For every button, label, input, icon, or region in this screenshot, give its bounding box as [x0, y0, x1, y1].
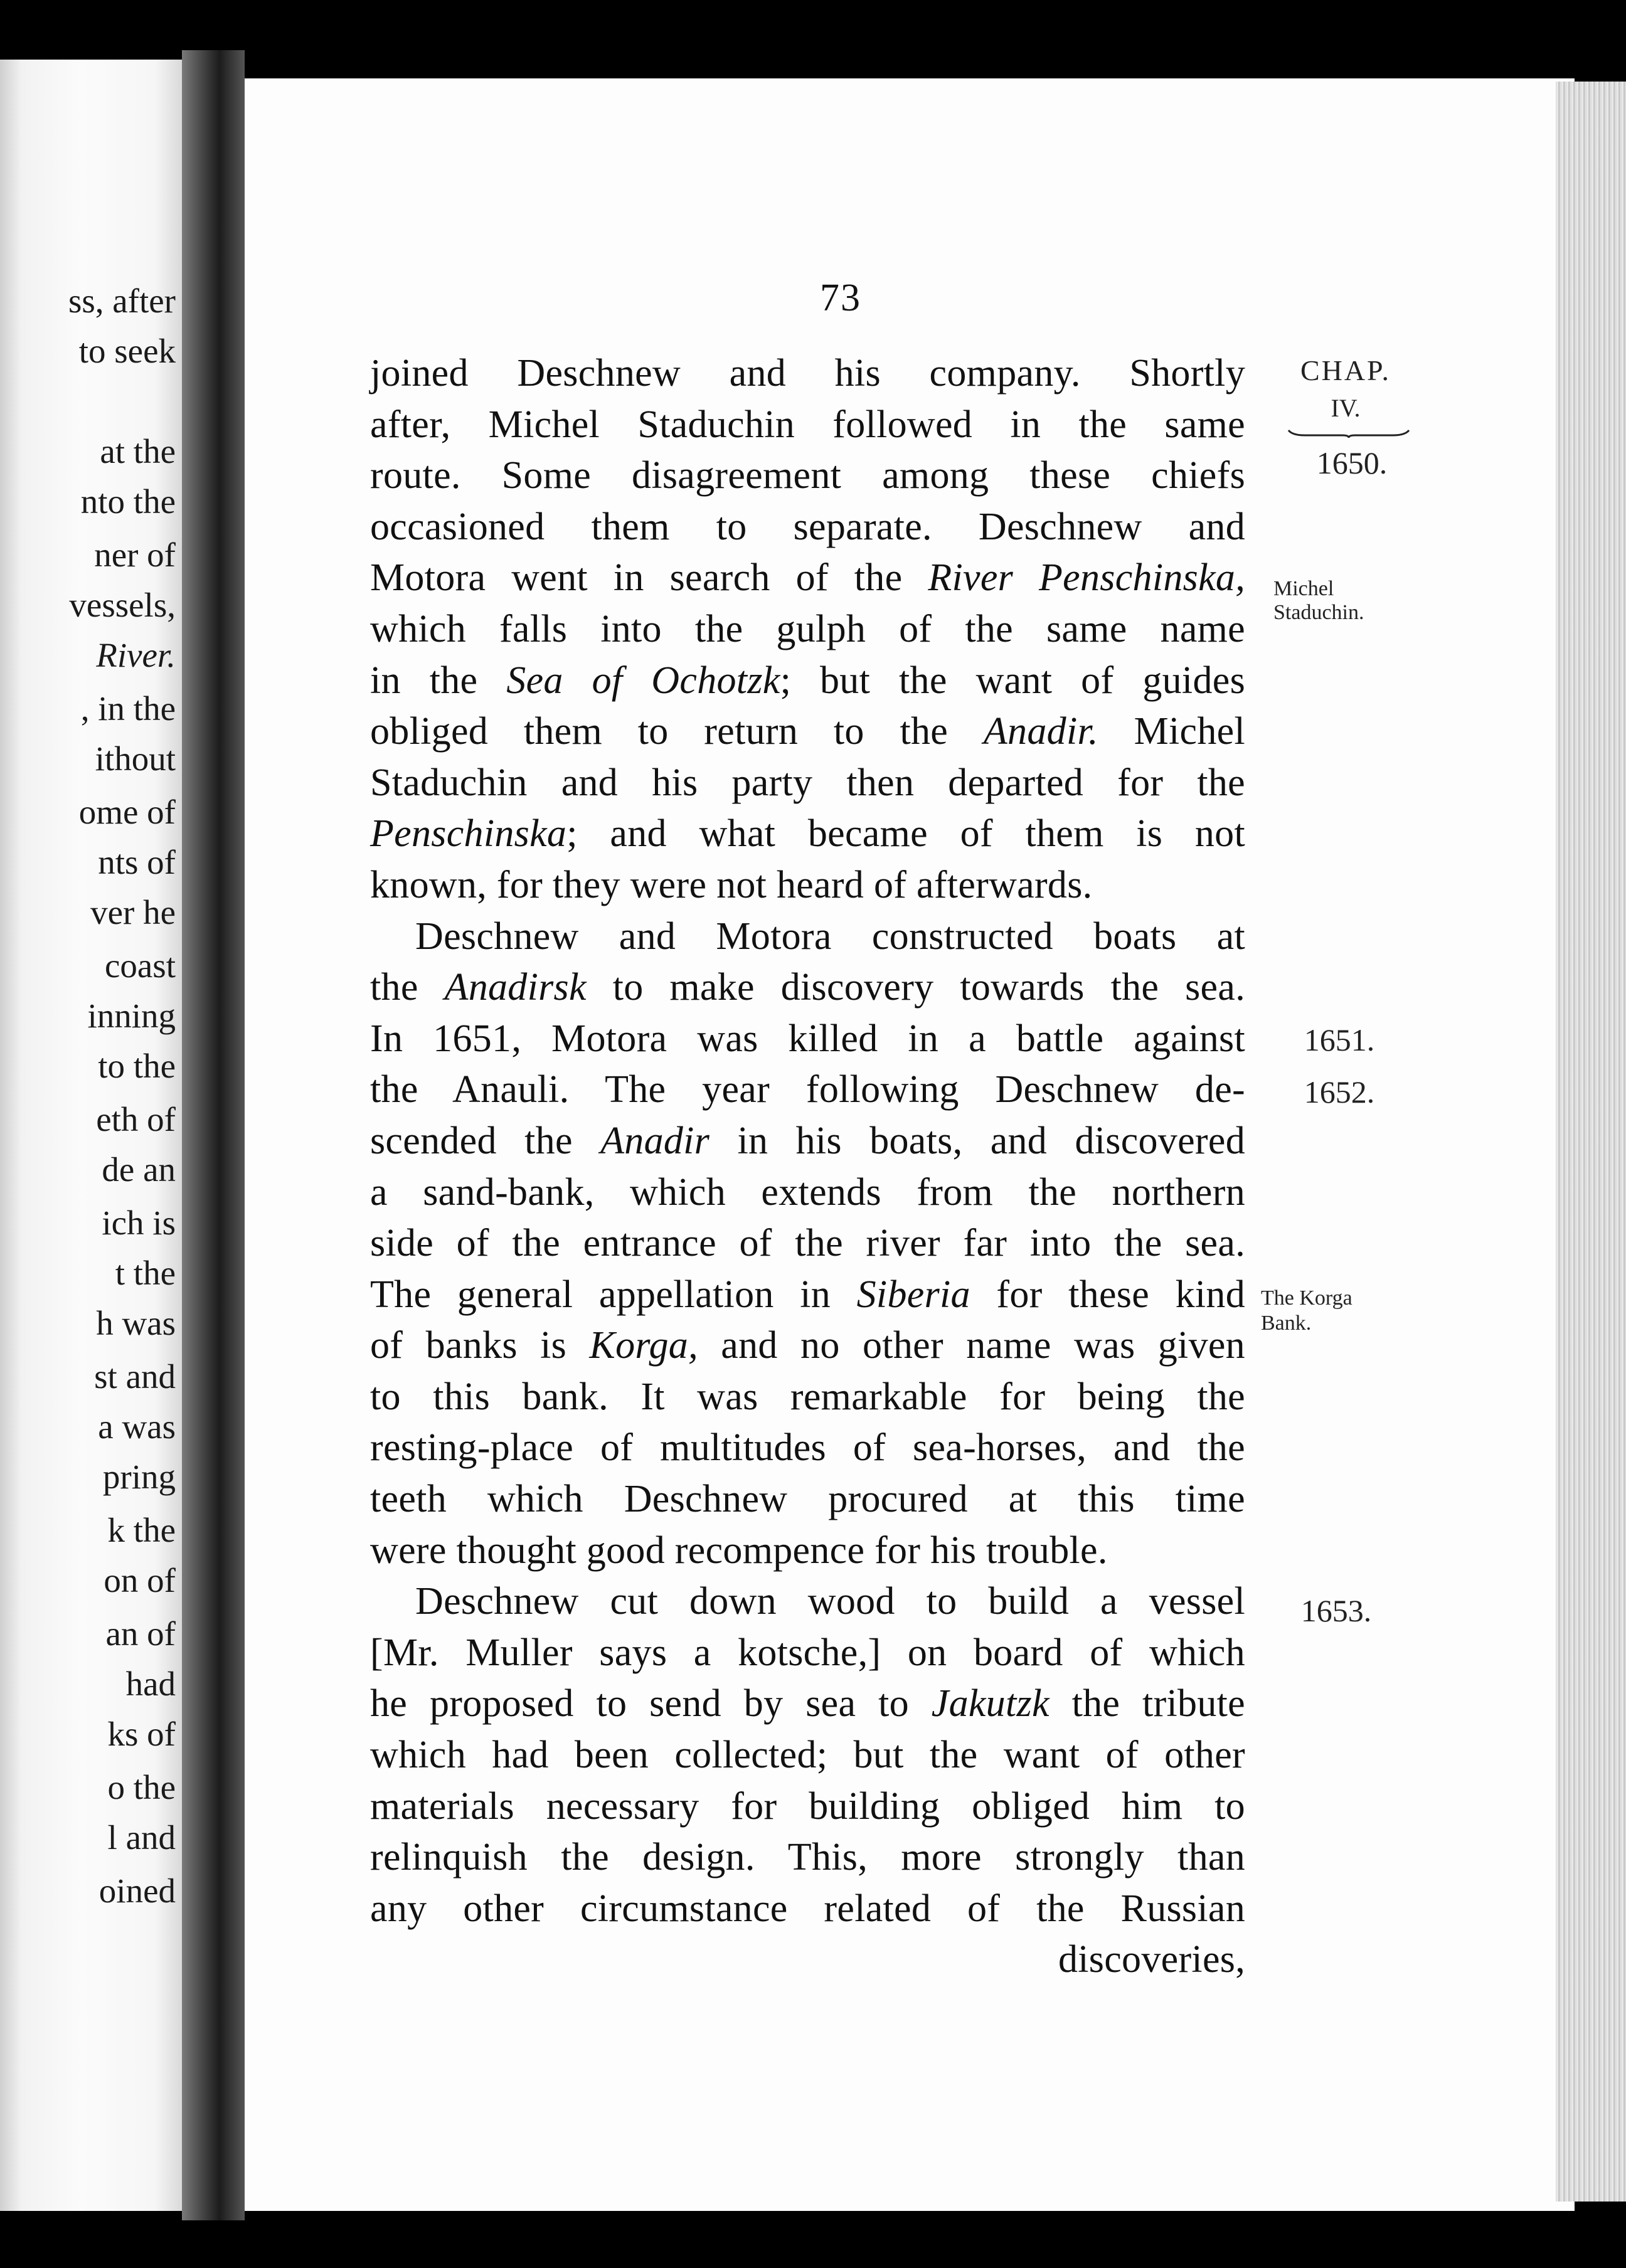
margin-note-line: The Korga — [1261, 1286, 1352, 1310]
facing-page-edge — [0, 60, 182, 2211]
book-gutter — [182, 50, 245, 2220]
facing-page-text-fragment: nts of — [98, 843, 176, 881]
facing-page-text-fragment: k the — [107, 1511, 176, 1549]
chapter-heading: CHAP. — [1300, 354, 1391, 386]
text-line: Deschnew and Motora constructed boats at — [415, 914, 1245, 958]
facing-page-text-fragment: , in the — [80, 689, 176, 728]
facing-page-text-fragment: l and — [107, 1818, 176, 1857]
facing-page-text-fragment: ner of — [94, 536, 176, 574]
text-line: the Anauli. The year following Deschnew de- — [370, 1068, 1245, 1111]
text-line: Penschinska; and what became of them is not — [370, 812, 1245, 856]
facing-page-text-fragment: oined — [98, 1872, 176, 1910]
facing-page-text-fragment: at the — [100, 432, 176, 470]
facing-page-text-fragment: to seek — [78, 332, 176, 370]
text-line: materials necessary for building obliged him to — [370, 1784, 1245, 1828]
text-line: [Mr. Muller says a kotsche,] on board of which — [370, 1631, 1245, 1674]
text-line: obliged them to return to the Anadir. Michel — [370, 710, 1246, 753]
page-number: 73 — [820, 277, 861, 319]
text-line: occasioned them to separate. Deschnew and — [370, 505, 1245, 548]
facing-page-text-fragment: inning — [87, 997, 176, 1035]
facing-page-text-fragment: eth of — [96, 1100, 176, 1138]
facing-page-text-fragment: pring — [102, 1458, 176, 1496]
facing-page-text-fragment: on of — [104, 1561, 176, 1599]
facing-page-text-fragment: an of — [105, 1614, 176, 1653]
text-line: a sand-bank, which extends from the northern — [370, 1170, 1245, 1214]
facing-page-text-fragment: to the — [98, 1047, 176, 1085]
text-line: which had been collected; but the want of other — [370, 1734, 1245, 1777]
margin-note-line: Staduchin. — [1273, 601, 1364, 624]
text-line: Staduchin and his party then departed for the — [370, 761, 1245, 804]
text-line: he proposed to send by sea to Jakutzk the tribute — [370, 1682, 1246, 1725]
margin-year-1653: 1653. — [1300, 1593, 1372, 1628]
facing-page-text-fragment: ss, after — [68, 282, 176, 320]
text-line: joined Deschnew and his company. Shortly — [370, 352, 1245, 395]
facing-page-text-fragment: coast — [104, 946, 176, 985]
text-line: The general appellation in Siberia for these kind — [370, 1273, 1245, 1316]
facing-page-text-fragment: de an — [102, 1150, 176, 1189]
facing-page-text-fragment: a was — [98, 1407, 176, 1446]
facing-page-text-fragment: o the — [107, 1768, 176, 1806]
chapter-numeral: IV. — [1331, 394, 1361, 422]
text-line: resting-place of multitudes of sea-horses, and the — [370, 1426, 1245, 1470]
chapter-brace-rule — [1286, 427, 1411, 439]
margin-note-line: Bank. — [1261, 1312, 1312, 1335]
facing-page-text-fragment: ich is — [102, 1204, 176, 1242]
catchword: discoveries, — [1058, 1938, 1245, 1981]
facing-page-text-fragment: vessels, — [69, 586, 176, 624]
margin-year-1652: 1652. — [1304, 1074, 1375, 1110]
facing-page-text-fragment: h was — [96, 1304, 176, 1342]
text-line: Deschnew cut down wood to build a vessel — [415, 1580, 1245, 1623]
text-line: the Anadirsk to make discovery towards the sea. — [370, 966, 1245, 1009]
text-line: relinquish the design. This, more strongly than — [370, 1836, 1245, 1879]
text-line: known, for they were not heard of afterwards. — [370, 863, 1093, 906]
margin-year-1650: 1650. — [1316, 445, 1388, 480]
body-text — [370, 348, 1245, 1986]
text-line: were thought good recompence for his trouble. — [370, 1529, 1108, 1572]
facing-page-text-fragment: River. — [96, 636, 176, 674]
text-line: teeth which Deschnew procured at this time — [370, 1478, 1245, 1521]
text-line: Motora went in search of the River Penschinska, — [370, 556, 1245, 600]
text-line: route. Some disagreement among these chiefs — [370, 454, 1245, 497]
text-line: which falls into the gulph of the same name — [370, 607, 1245, 650]
facing-page-text-fragment: st and — [94, 1357, 176, 1396]
margin-year-1651: 1651. — [1304, 1022, 1375, 1057]
text-line: any other circumstance related of the Russian — [370, 1887, 1245, 1930]
facing-page-text-fragment: ver he — [90, 893, 176, 931]
text-line: In 1651, Motora was killed in a battle against — [370, 1017, 1245, 1060]
facing-page-text-fragment: t the — [115, 1254, 176, 1292]
text-line: of banks is Korga, and no other name was given — [370, 1324, 1245, 1367]
facing-page-text-fragment: ome of — [78, 793, 176, 831]
text-line: side of the entrance of the river far into the sea. — [370, 1222, 1245, 1265]
margin-note-line: Michel — [1273, 577, 1334, 600]
facing-page-text-fragment: had — [125, 1665, 176, 1703]
facing-page-text-fragment: ithout — [95, 739, 176, 778]
facing-page-text-fragment: nto the — [80, 482, 176, 521]
margin-note-michel-staduchin — [1273, 577, 1411, 625]
text-line: after, Michel Staduchin followed in the same — [370, 403, 1245, 446]
facing-page-text-fragment: ks of — [107, 1715, 176, 1753]
margin-note-korga-bank — [1261, 1286, 1399, 1336]
text-line: to this bank. It was remarkable for being the — [370, 1375, 1245, 1418]
text-line: scended the Anadir in his boats, and discovered — [370, 1119, 1245, 1162]
page-stack-edge — [1556, 82, 1626, 2202]
text-line: in the Sea of Ochotzk; but the want of guides — [370, 659, 1245, 702]
